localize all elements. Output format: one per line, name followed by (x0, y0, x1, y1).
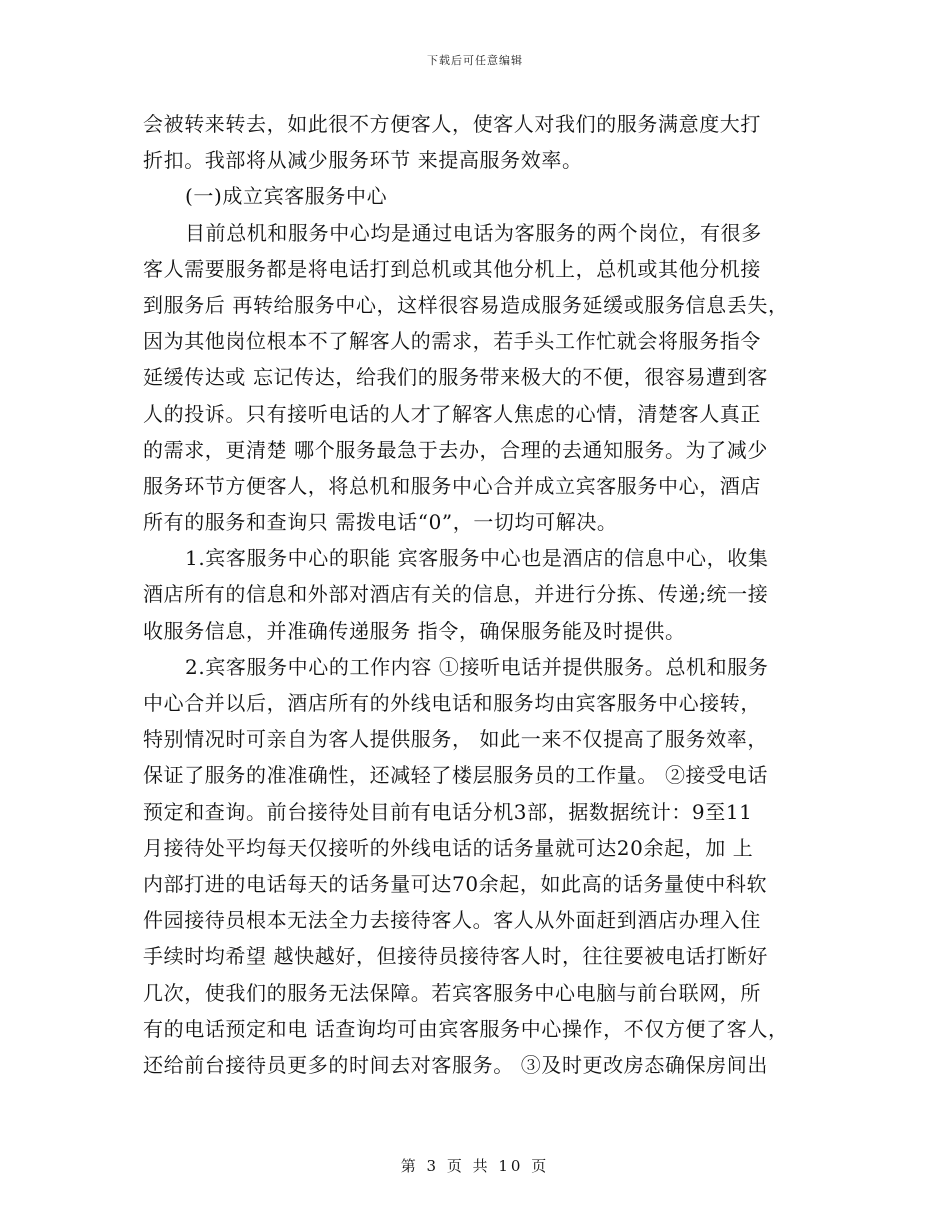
text-line: (一)成立宾客服务中心 (185, 184, 388, 209)
text-line: 的需求，更清楚 哪个服务最急于去办，合理的去通知服务。为了减少 (143, 437, 768, 462)
page-number-footer: 第 3 页 共 10 页 (400, 1157, 550, 1175)
text-line: 会被转来转去，如此很不方便客人，使客人对我们的服务满意度大打 (143, 112, 761, 136)
text-line: 特别情况时可亲自为客人提供服务， 如此一来不仅提高了服务效率， (143, 727, 768, 752)
text-line: 几次，使我们的服务无法保障。若宾客服务中心电脑与前台联网，所 (143, 980, 761, 1005)
text-line: 预定和查询。前台接待处目前有电话分机3部，据数据统计：9至11 (143, 799, 753, 824)
text-line: 月接待处平均每天仅接听的外线电话的话务量就可达20余起，加 上 (143, 835, 754, 860)
text-line: 1.宾客服务中心的职能 宾客服务中心也是酒店的信息中心，收集 (185, 546, 769, 571)
text-line: 2.宾客服务中心的工作内容 ①接听电话并提供服务。总机和服务 (185, 654, 769, 679)
text-line: 因为其他岗位根本不了解客人的需求，若手头工作忙就会将服务指令 (143, 329, 761, 354)
text-line: 延缓传达或 忘记传达，给我们的服务带来极大的不便，很容易遭到客 (143, 365, 768, 390)
text-line: 目前总机和服务中心均是通过电话为客服务的两个岗位，有很多 (185, 220, 762, 245)
text-line: 内部打进的电话每天的话务量可达70余起，如此高的话务量使中科软 (143, 871, 768, 896)
text-line: 酒店所有的信息和外部对酒店有关的信息，并进行分拣、传递;统一接 (143, 582, 769, 607)
text-line: 到服务后 再转给服务中心，这样很容易造成服务延缓或服务信息丢失， (143, 292, 789, 317)
text-line: 收服务信息，并准确传递服务 指令，确保服务能及时提供。 (143, 618, 686, 643)
page-header: 下载后可任意编辑 (427, 54, 523, 67)
document-body (143, 106, 815, 1083)
text-line: 保证了服务的准准确性，还减轻了楼层服务员的工作量。 ②接受电话 (143, 763, 768, 788)
text-line: 所有的服务和查询只 需拨电话“0”，一切均可解决。 (143, 510, 618, 535)
text-line: 人的投诉。只有接听电话的人才了解客人焦虑的心情，清楚客人真正 (143, 401, 761, 426)
text-line: 折扣。我部将从减少服务环节 来提高服务效率。 (143, 148, 583, 173)
text-line: 件园接待员根本无法全力去接待客人。客人从外面赶到酒店办理入住 (143, 908, 761, 933)
text-line: 有的电话预定和电 话查询均可由宾客服务中心操作，不仅方便了客人， (143, 1016, 789, 1041)
text-line: 还给前台接待员更多的时间去对客服务。 ③及时更改房态确保房间出 (143, 1052, 768, 1077)
text-line: 客人需要服务都是将电话打到总机或其他分机上，总机或其他分机接 (143, 256, 761, 281)
text-line: 中心合并以后，酒店所有的外线电话和服务均由宾客服务中心接转， (143, 691, 761, 715)
text-line: 服务环节方便客人，将总机和服务中心合并成立宾客服务中心，酒店 (143, 473, 761, 498)
text-line: 手续时均希望 越快越好，但接待员接待客人时，往往要被电话打断好 (143, 944, 768, 969)
